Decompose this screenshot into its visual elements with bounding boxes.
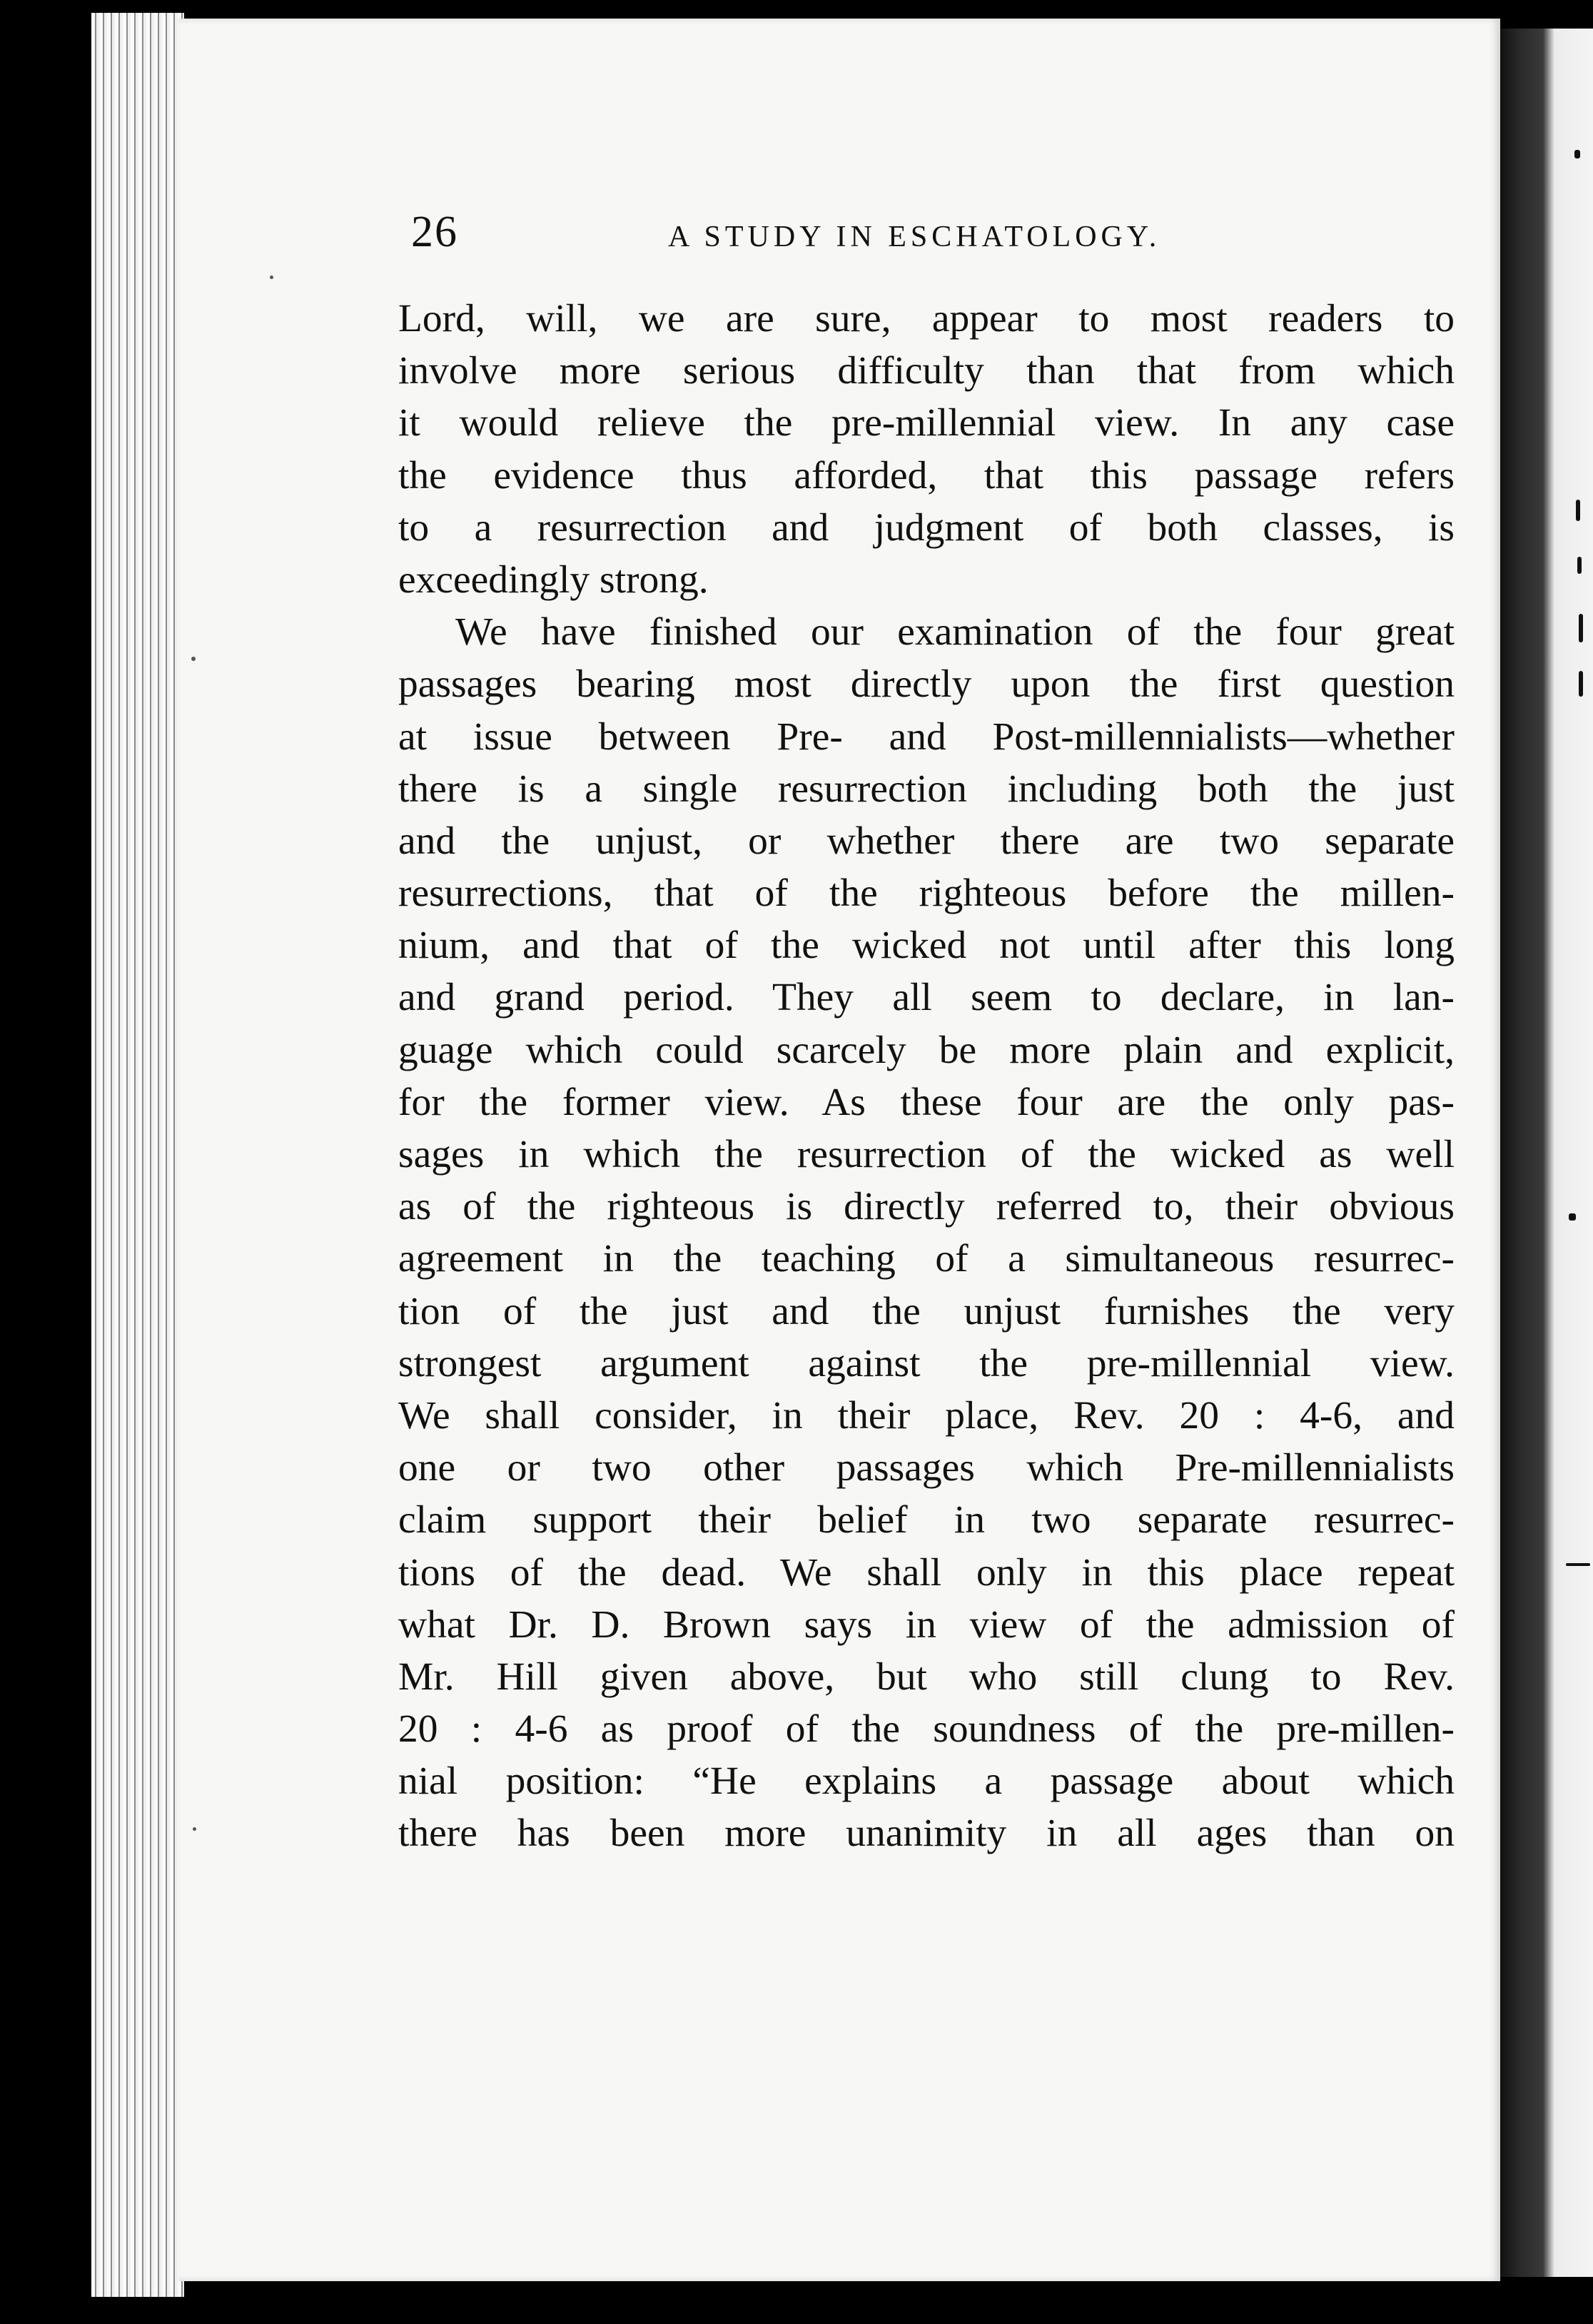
text-line: guage which could scarcely be more plain and explicit, <box>398 1028 1455 1072</box>
text-line: tions of the dead. We shall only in this place repeat <box>398 1550 1455 1595</box>
text-line: it would relieve the pre-millennial view. In any case <box>398 401 1455 445</box>
adjacent-page-edge <box>1500 29 1593 2277</box>
text-line: what Dr. D. Brown says in view of the admission of <box>398 1602 1455 1647</box>
text-line: passages bearing most directly upon the first question <box>398 662 1455 707</box>
text-line: Mr. Hill given above, but who still clung to Rev. <box>398 1654 1455 1699</box>
text-line: claim support their belief in two separate resurrec- <box>398 1498 1455 1542</box>
text-line: the evidence thus afforded, that this passage refers <box>398 453 1455 497</box>
text-line: sages in which the resurrection of the wicked as well <box>398 1133 1455 1176</box>
adjacent-page-mark <box>1574 150 1580 158</box>
scan-speck <box>193 1827 196 1831</box>
text-line: We have finished our examination of the four great <box>455 610 1455 655</box>
adjacent-page-mark <box>1569 1213 1576 1221</box>
text-line: We shall consider, in their place, Rev. 20 : 4-6, and <box>398 1393 1455 1438</box>
text-line: involve more serious difficulty than that from which <box>398 349 1455 393</box>
scan-speck <box>191 657 196 661</box>
body-text <box>398 293 1455 1860</box>
text-line: there is a single resurrection including both the just <box>398 767 1455 811</box>
text-line: nium, and that of the wicked not until after this long <box>398 924 1455 968</box>
scan-left-border <box>0 0 91 2324</box>
page-number: 26 <box>411 208 458 256</box>
text-line: 20 : 4-6 as proof of the soundness of the pre-millen- <box>398 1707 1455 1752</box>
text-line: to a resurrection and judgment of both classes, is <box>398 505 1455 550</box>
adjacent-page-mark <box>1566 1563 1590 1566</box>
text-line: Lord, will, we are sure, appear to most readers to <box>398 297 1455 340</box>
text-line: at issue between Pre- and Post-millennialists—whether <box>398 714 1455 759</box>
scan-speck <box>270 276 273 279</box>
text-line: exceedingly strong. <box>398 557 709 602</box>
stacked-page-edges <box>91 13 184 2297</box>
page-header <box>411 207 1475 264</box>
text-line: for the former view. As these four are the only pas- <box>398 1080 1455 1124</box>
adjacent-page-mark <box>1577 557 1582 574</box>
adjacent-page-mark <box>1579 671 1583 697</box>
adjacent-page-mark <box>1579 614 1583 642</box>
running-head: A STUDY IN ESCHATOLOGY. <box>668 221 1161 253</box>
text-line: as of the righteous is directly referred to, their obvious <box>398 1185 1455 1229</box>
text-line: and grand period. They all seem to declare, in lan- <box>398 976 1455 1020</box>
text-line: nial position: “He explains a passage about which <box>398 1759 1455 1804</box>
adjacent-page-mark <box>1576 500 1580 521</box>
text-line: there has been more unanimity in all ages than on <box>398 1812 1455 1856</box>
text-line: and the unjust, or whether there are two separate <box>398 819 1455 863</box>
text-line: strongest argument against the pre-millennial view. <box>398 1341 1455 1385</box>
text-line: one or two other passages which Pre-millennialists <box>398 1446 1455 1490</box>
text-line: agreement in the teaching of a simultaneous resurrec- <box>398 1237 1455 1281</box>
text-line: resurrections, that of the righteous before the millen- <box>398 872 1455 916</box>
text-line: tion of the just and the unjust furnishes the very <box>398 1289 1455 1333</box>
